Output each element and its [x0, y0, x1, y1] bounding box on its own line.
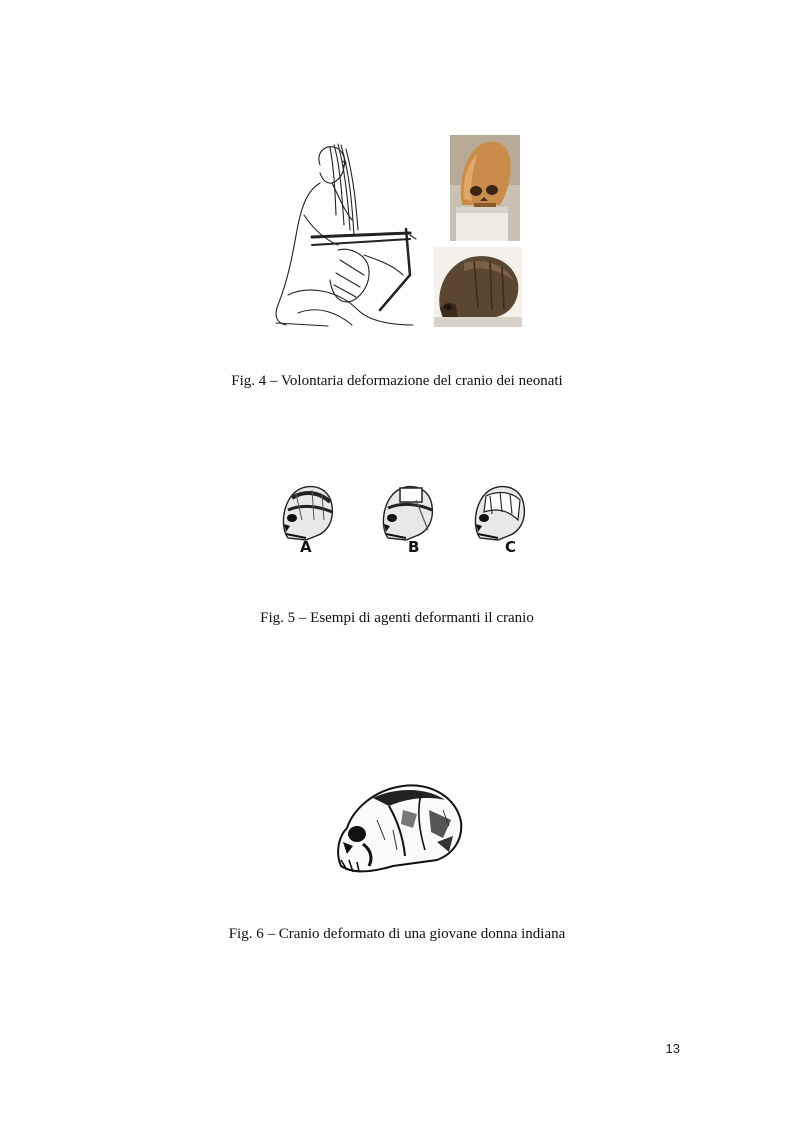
- skull-illustration-c: [468, 480, 528, 544]
- figure-5-caption: Fig. 5 – Esempi di agenti deformanti il cranio: [260, 610, 534, 626]
- skull-label-c: C: [505, 538, 517, 556]
- figure-5: [276, 480, 532, 560]
- elongated-skull-photo: [450, 135, 520, 241]
- cradleboard-drawing: [268, 135, 418, 327]
- deformed-skull-illustration: [333, 780, 463, 878]
- figure-6-caption: Fig. 6 – Cranio deformato di una giovane donna indiana: [228, 926, 566, 942]
- page-number: 13: [665, 1041, 680, 1056]
- skull-illustration-a: [276, 480, 336, 544]
- skull-label-a: A: [300, 538, 312, 556]
- skull-label-b: B: [408, 538, 420, 556]
- flattened-skull-photo: [434, 247, 522, 327]
- figure-4: [268, 135, 524, 327]
- figure-4-caption: Fig. 4 – Volontaria deformazione del cranio dei neonati: [231, 373, 563, 389]
- skull-illustration-b: [376, 480, 436, 544]
- figure-6: [333, 780, 463, 878]
